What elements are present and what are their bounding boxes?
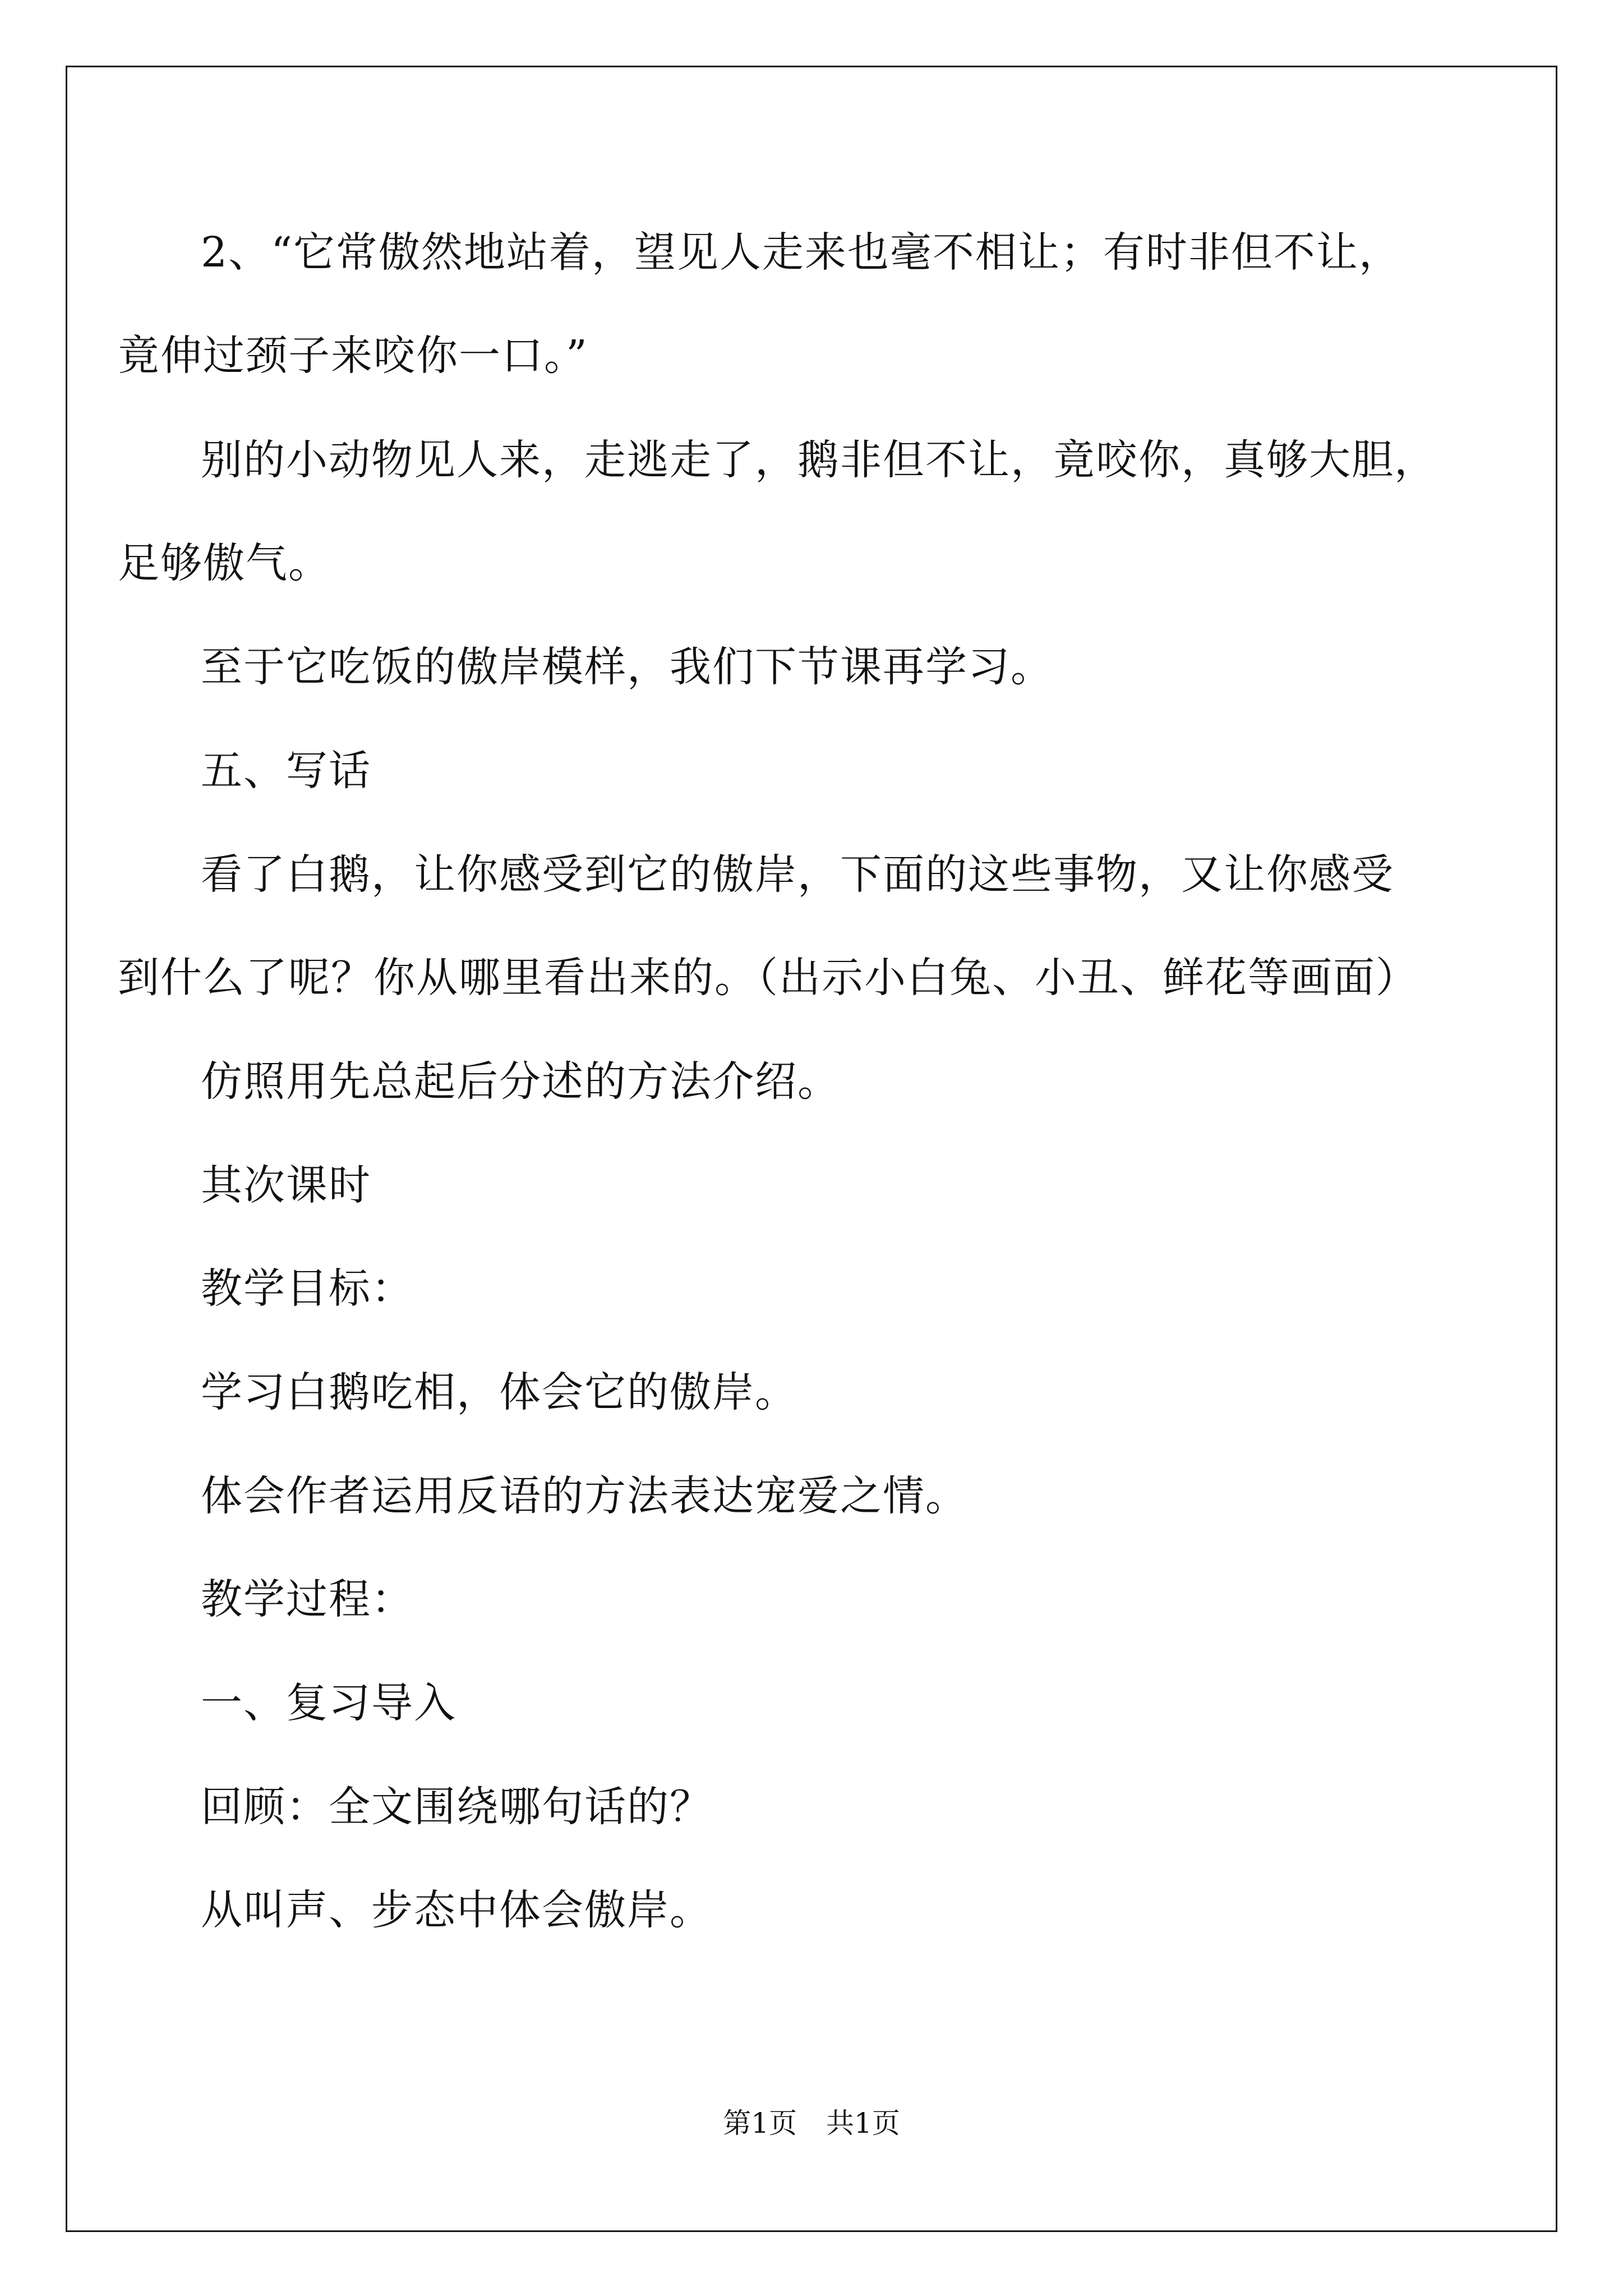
paragraph-line: 到什么了呢？你从哪里看出来的。（出示小白兔、小丑、鲜花等画面）: [118, 954, 1418, 1002]
paragraph-10: [201, 1444, 1468, 1548]
paragraph-1: [118, 201, 1468, 407]
page-total: 共1页: [826, 2107, 900, 2139]
paragraph-line: 别的小动物见人来，走逃走了，鹅非但不让，竟咬你，真够大胆，: [201, 436, 1437, 484]
paragraph-2: [118, 408, 1468, 615]
paragraph-line: 2、“它常傲然地站着，望见人走来也毫不相让；有时非但不让，: [201, 228, 1401, 277]
section-heading-objectives: [201, 1237, 1468, 1340]
paragraph-3: [201, 615, 1468, 719]
section-heading-second-lesson: [201, 1134, 1468, 1237]
paragraph-line: 足够傲气。: [118, 539, 331, 587]
paragraph-5: [118, 823, 1468, 1029]
paragraph-line: 至于它吃饭的傲岸模样，我们下节课再学习。: [201, 643, 1053, 691]
paragraph-line: 教学过程：: [201, 1575, 414, 1623]
paragraph-14: [201, 1858, 1468, 1962]
paragraph-line: 仿照用先总起后分述的方法介绍。: [201, 1057, 840, 1106]
section-heading-review: [201, 1651, 1468, 1755]
paragraph-line: 教学目标：: [201, 1264, 414, 1313]
page-number: 第1页: [723, 2107, 797, 2139]
section-heading-writing: [201, 719, 1468, 822]
section-heading-process: [201, 1548, 1468, 1651]
paragraph-line: 从叫声、步态中体会傲岸。: [201, 1886, 712, 1934]
paragraph-line: 一、复习导入: [201, 1679, 457, 1727]
paragraph-line: 五、写话: [201, 747, 371, 795]
paragraph-line: 学习白鹅吃相，体会它的傲岸。: [201, 1368, 797, 1416]
paragraph-13: [201, 1755, 1468, 1858]
paragraph-line: 看了白鹅，让你感受到它的傲岸，下面的这些事物，又让你感受: [201, 850, 1394, 899]
paragraph-9: [201, 1341, 1468, 1444]
page-footer: [0, 2101, 1623, 2141]
paragraph-line: 其次课时: [201, 1161, 371, 1209]
paragraph-line: 体会作者运用反语的方法表达宠爱之情。: [201, 1472, 968, 1520]
paragraph-line: 竟伸过颈子来咬你一口。”: [118, 332, 588, 380]
paragraph-6: [201, 1030, 1468, 1133]
paragraph-line: 回顾：全文围绕哪句话的？: [201, 1783, 712, 1831]
